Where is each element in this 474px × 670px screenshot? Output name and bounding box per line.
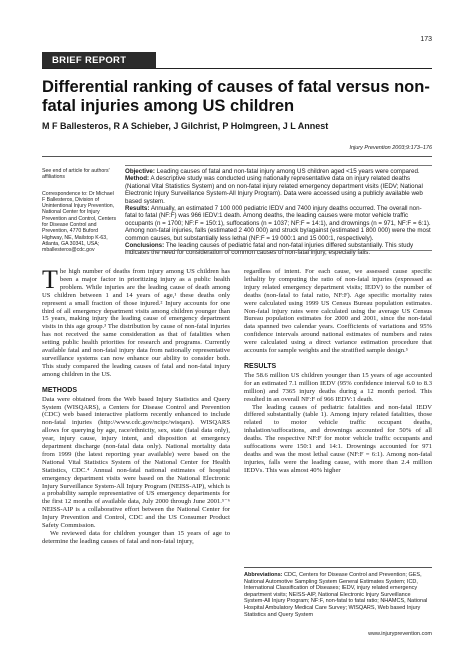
- abstract-results: [125, 205, 432, 242]
- article-type-banner: BRIEF REPORT: [42, 52, 156, 68]
- intro-paragraph: [42, 265, 230, 379]
- footer-url: www.injuryprevention.com: [368, 631, 432, 637]
- abbreviations-label: Abbreviations:: [244, 572, 283, 578]
- body-column-left: [42, 265, 230, 546]
- article-title: Differential ranking of causes of fatal versus non-fatal injuries among US children: [42, 78, 430, 115]
- results-heading: RESULTS: [244, 362, 277, 370]
- abstract-objective: [125, 168, 432, 175]
- abbreviations-box: [244, 567, 432, 618]
- results-paragraph-2: The leading causes of pediatric fatalities and non-fatal IEDV differed substantially (table 1). Among injury related fatalities, those related to motor vehicle traffic occupant deaths, inhalation/suffocations, and drownings accounted for 50% of all deaths. The respective NF:F for motor vehicle traffic occupants and suffocations were 150:1 and 14:1. Drownings accounted for 971 deaths and was the most lethal cause (NF:F = 6:1). Among non-fatal injuries, falls were the leading cause, with more than 2.4 million IEDVs. This was almost 40% higher: [244, 403, 432, 474]
- section-rule: [42, 156, 432, 157]
- abstract-bottom-rule: [125, 250, 432, 251]
- author-sidebar: [42, 168, 118, 254]
- methods-paragraph-1: Data were obtained from the Web based Injury Statistics and Query System (WISQARS), a Centers for Disease Control and Prevention (CDC) web based interactive platform recently enhanced to include non-fatal injuries (http://www.cdc.gov/ncipc/wisqars). WISQARS allows for querying by age, race/ethnicity, sex, state (fatal data only), year, injury cause, injury intent, and disposition at emergency department discharge (non-fatal data only). National mortality data from 1999 (the latest reporting year available) were based on the National Vital Statistics System of the National Center for Health Statistics, CDC.⁴ Annual non-fatal national estimates of hospital emergency department visits were based on the National Electronic Injury Surveillance System-All Injury Program (NEISS-AIP), which is a probability sample representative of US emergency departments for the first 12 months of available data, July 2000 through June 2001.⁵⁻⁶ NEISS-AIP is a collaborative effort between the National Center for Injury Prevention and Control, CDC and the US Consumer Product Safety Commission.: [42, 395, 230, 530]
- methods-paragraph-2: We reviewed data for children younger than 15 years of age to determine the leading causes of fatal and non-fatal injury,: [42, 530, 230, 545]
- objective-label: Objective:: [125, 168, 155, 175]
- abstract: [125, 165, 432, 257]
- results-paragraph-1: The 58.6 million US children younger than 15 years of age accounted for an estimated 7.1 million IEDV (95% confidence interval 6.0 to 8.3 million) and 7365 injury deaths during a 12 month period. This resulted in an overall NF:F of 966 IEDV:1 death.: [244, 371, 432, 403]
- abbreviations-text: CDC, Centers for Disease Control and Prevention; GES, National Automotive Sampling System General Estimates System; ICD, International Classification of Diseases; IEDV, injury related emergency department visits; NEISS-AIP, National Electronic Injury Surveillance System-All Injury Program; NF:F, non-fatal to fatal ratio; NHAMCS, National Hospital Ambulatory Medical Care Survey; WISQARS, Web based Injury Statistics and Query System: [244, 572, 428, 618]
- methods-continued: regardless of intent. For each cause, we assessed cause specific lethality by computing the ratio of non-fatal injuries (expressed as injury related emergency department visits; IEDV) to the number of deaths (non-fatal to fatal ratio, NF:F). Age specific mortality rates were calculated using 1999 US Census Bureau population estimates. Non-fatal injury rates were calculated using the average US Census Bureau population estimates for 2000 and 2001, since the non-fatal data spanned two calendar years. Coefficients of variations and 95% confidence intervals around national estimates of numbers and rates were calculated using a direct variance estimation procedure that accounts for sample weights and the stratified sample design.⁵: [244, 268, 432, 355]
- page-number: 173: [420, 36, 432, 43]
- journal-citation: Injury Prevention 2003;9:173–176: [349, 145, 432, 151]
- results-label: Results:: [125, 205, 150, 213]
- method-label: Method:: [125, 175, 150, 183]
- conclusions-text: The leading causes of pediatric fatal and non-fatal injuries differed substantially. This study indicates the need for consideration of common causes of non-fatal injury, especially falls.: [125, 242, 414, 257]
- author-list: M F Ballesteros, R A Schieber, J Gilchrist, P Holmgreen, J L Annest: [42, 121, 329, 131]
- drop-cap: T: [42, 265, 58, 294]
- header-rule: [42, 68, 432, 69]
- method-text: A descriptive study was conducted using nationally representative data on injury related deaths (National Vital Statistics System) and on non-fatal injury related emergency department visits (IEDV; National Electronic Injury Surveillance System-All Injury Program). Data were accessed using a publicly available web based system.: [125, 175, 423, 205]
- methods-heading: METHODS: [42, 386, 77, 394]
- intro-text: he high number of deaths from injury among US children has been a major factor in prioritizing injury as a public health problem. While injuries are the leading cause of death among US children between 1 and 14 years of age,¹ these deaths only represent a small fraction of those injured.² Injury accounts for one third of all emergency department visits among children younger than 15 years, making injury the leading cause of emergency department visits in this age group.³ The distribution by cause of non-fatal injuries has not received the same consideration as that of fatalities when setting public health priorities for research and programs. Currently available fatal and non-fatal injury data from nationally representative surveillance systems can now enhance our ability to consider both. This study compared the leading causes of fatal and non-fatal injury among children in the US.: [42, 268, 230, 378]
- results-text: Annually, an estimated 7 100 000 pediatric IEDV and 7400 injury deaths occurred. The overall non-fatal to fatal (NF:F) was 966 IEDV:1 death. Among deaths, the leading causes were motor vehicle traffic occupants (n = 1700; NF:F = 150:1), suffocations (n = 1037; NF:F = 14:1), and drownings (n = 971, NF:F = 6:1). Among non-fatal injuries, falls (estimated 2 400 000) and struck by/against (estimated 1 800 000) were the most common causes, but substantially less lethal (NF:F = 19 000:1 and 15 000:1, respectively).: [125, 205, 431, 242]
- correspondence-note: Correspondence to: Dr Michael F Ballesteros, Division of Unintentional Injury Prevention, National Center for Injury Prevention and Control, Centers for Disease Control and Prevention, 4770 Buford Highway, NE, Mailstop K-63, Atlanta, GA 30341, USA; mballesteros@cdc.gov: [42, 190, 117, 254]
- affiliations-note: See end of article for authors' affiliations: [42, 168, 110, 181]
- body-column-right: [244, 268, 432, 475]
- conclusions-label: Conclusions:: [125, 242, 165, 250]
- abstract-method: [125, 175, 432, 205]
- objective-text: Leading causes of fatal and non-fatal injury among US children aged <15 years were compared.: [156, 168, 420, 175]
